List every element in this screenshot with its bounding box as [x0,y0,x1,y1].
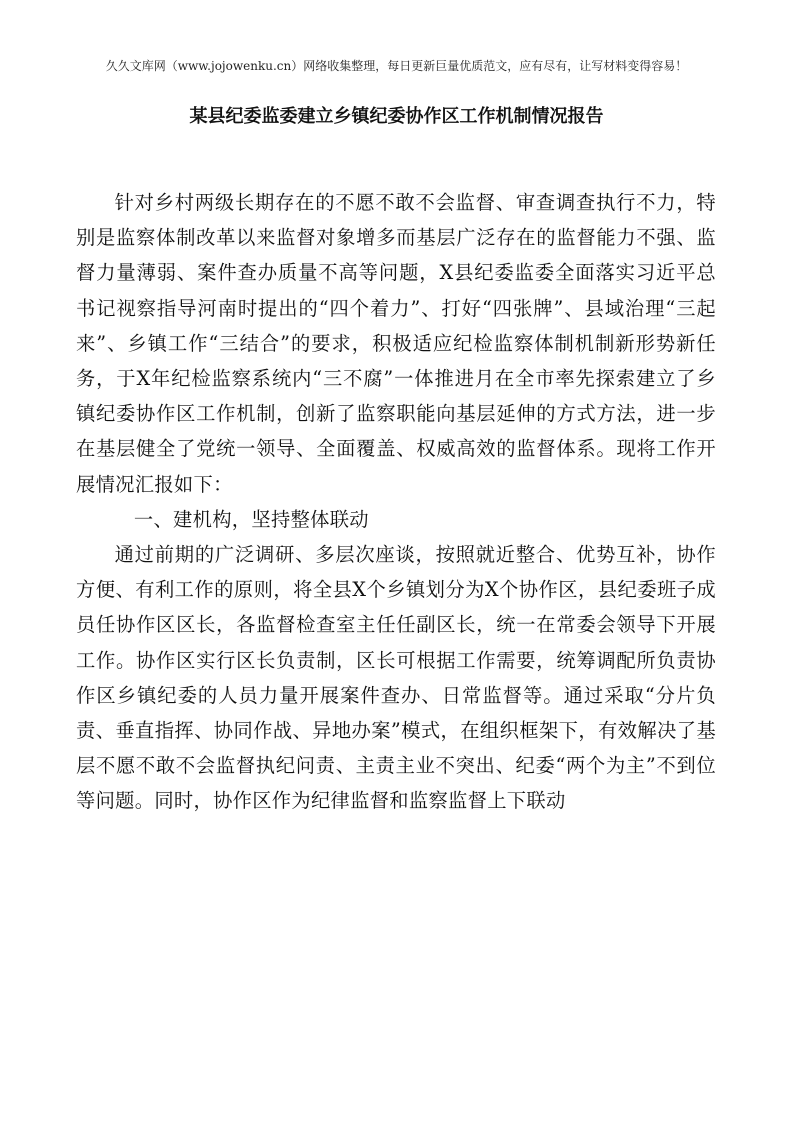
section-1-heading: 一、建机构，坚持整体联动 [133,507,369,531]
document-title: 某县纪委监委建立乡镇纪委协作区工作机制情况报告 [189,106,604,127]
section-1-paragraph: 通过前期的广泛调研、多层次座谈，按照就近整合、优势互补，协作方便、有利工作的原则，将全县X个乡镇划分为X个协作区，县纪委班子成员任协作区区长，各监督检查室主任任副区长，统一在常委会领导下开展工作。协作区实行区长负责制，区长可根据工作需要，统筹调配所负责协作区乡镇纪委的人员力量开展案件查办、日常监督等。通过采取“分片负责、垂直指挥、协同作战、异地办案”模式，在组织框架下，有效解决了基层不愿不敢不会监督执纪问责、主责主业不突出、纪委“两个为主”不到位等问题。同时，协作区作为纪律监督和监察监督上下联动 [76,543,716,813]
document-body [76,185,716,819]
header-note: 久久文库网（www.jojowenku.cn）网络收集整理，每日更新巨量优质范文，应有尽有，让写材料变得容易！ [105,59,688,73]
intro-paragraph: 针对乡村两级长期存在的不愿不敢不会监督、审查调查执行不力，特别是监察体制改革以来监督对象增多而基层广泛存在的监督能力不强、监督力量薄弱、案件查办质量不高等问题，X县纪委监委全面落实习近平总书记视察指导河南时提出的“四个着力”、打好“四张牌”、县域治理“三起来”、乡镇工作“三结合”的要求，积极适应纪检监察体制机制新形势新任务，于X年纪检监察系统内“三不腐”一体推进月在全市率先探索建立了乡镇纪委协作区工作机制，创新了监察职能向基层延伸的方式方法，进一步在基层健全了党统一领导、全面覆盖、权威高效的监督体系。现将工作开展情况汇报如下： [76,191,716,496]
